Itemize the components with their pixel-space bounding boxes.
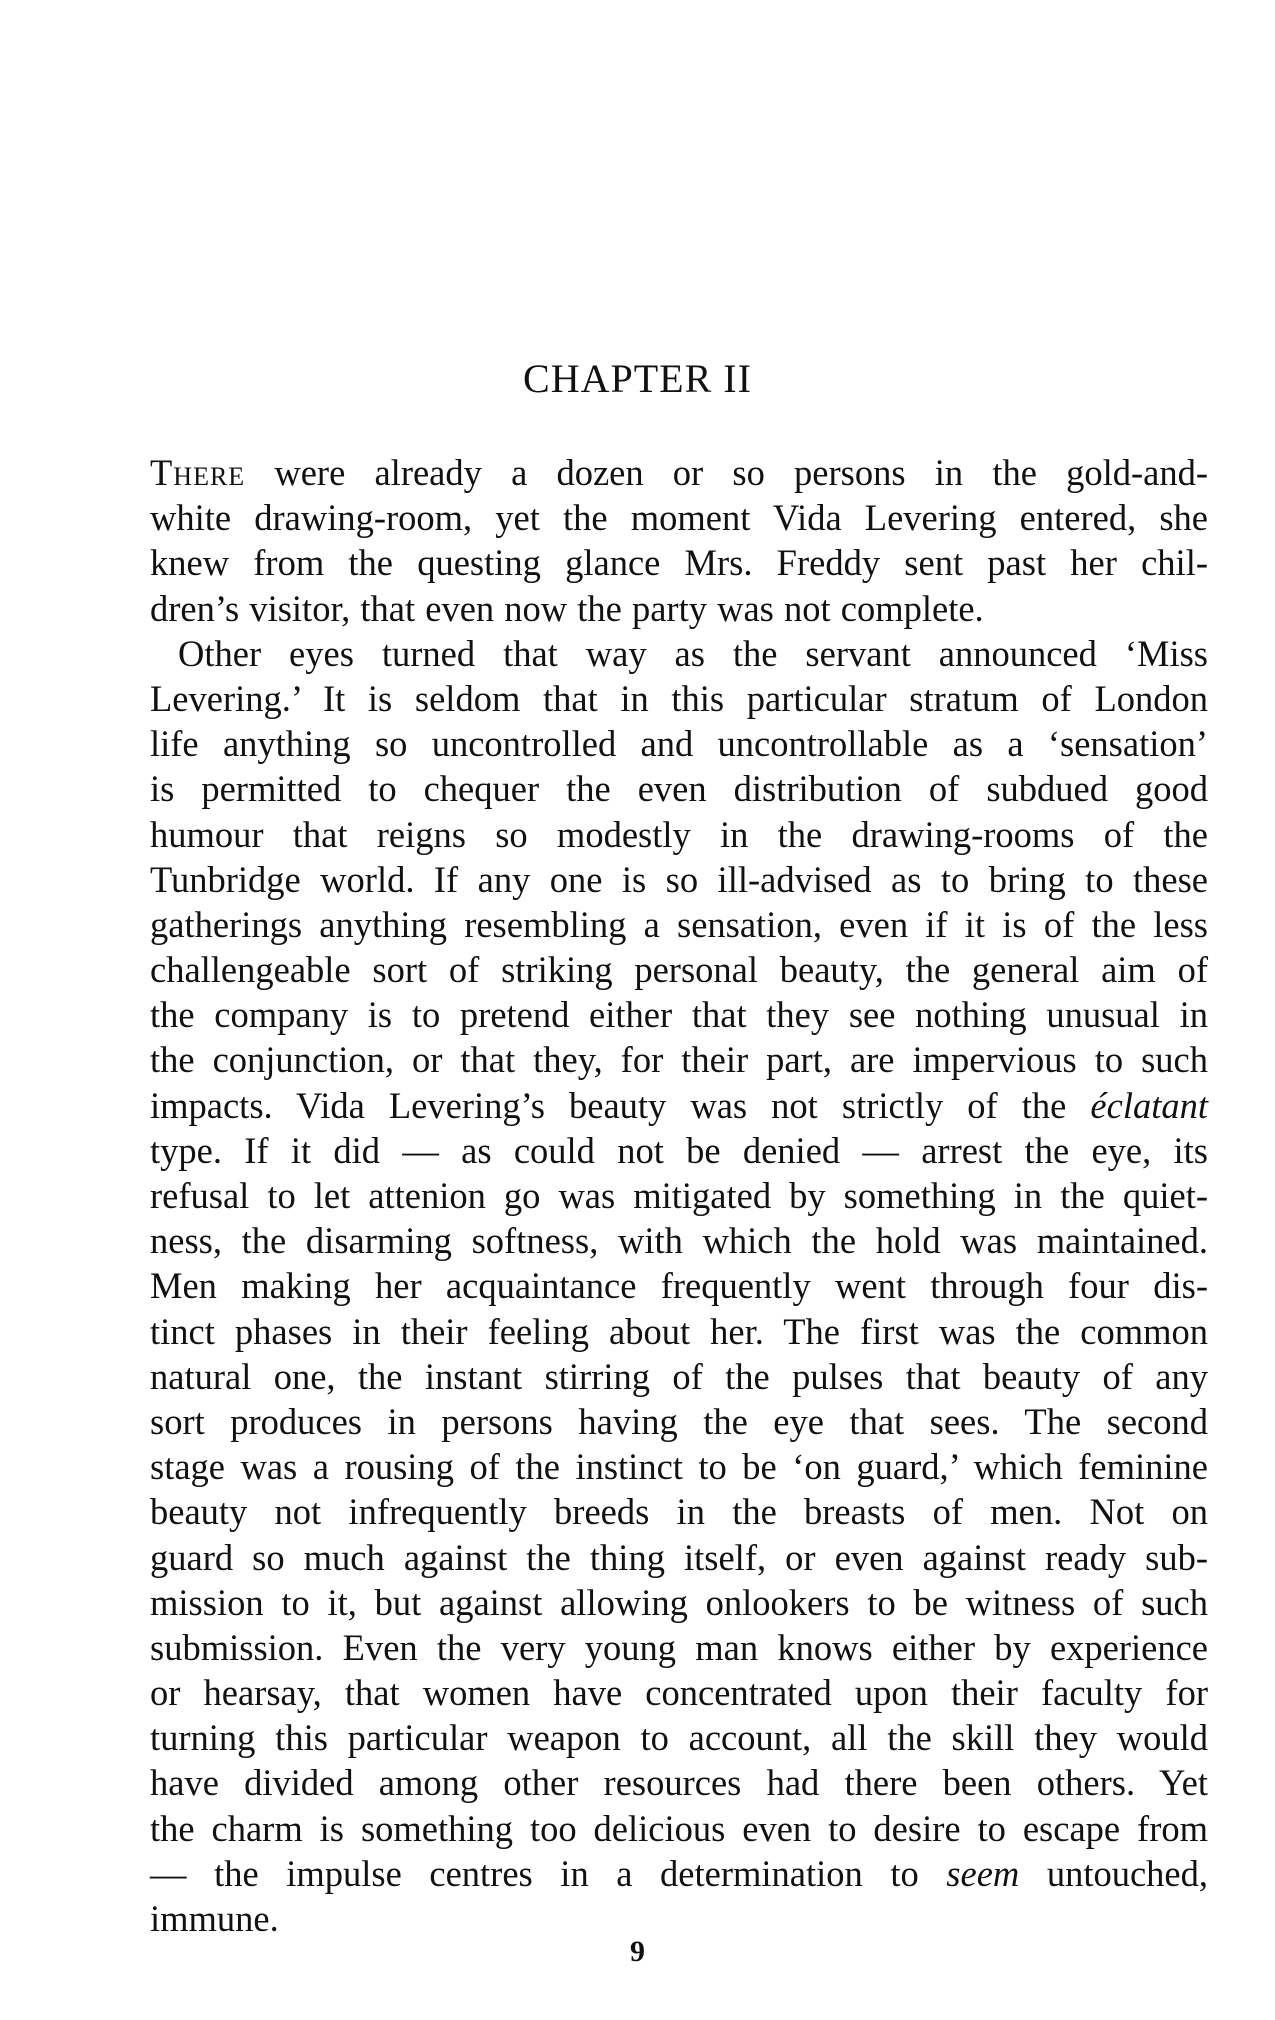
text-line: dren’s visitor, that even now the party was not complete.	[150, 587, 984, 629]
text-line: stage was a rousing of the instinct to be ‘on guard,’ which feminine	[150, 1446, 1208, 1488]
text-line: Tunbridge world. If any one is so ill-advised as to bring to these	[150, 858, 1208, 900]
text-line: or hearsay, that women have concentrated upon their faculty for	[150, 1672, 1208, 1714]
text-line: natural one, the instant stirring of the pulses that beauty of any	[150, 1355, 1208, 1397]
text-line: impacts. Vida Levering’s beauty was not strictly of the éclatant	[150, 1084, 1208, 1126]
text-line: white drawing-room, yet the moment Vida Levering entered, she	[150, 497, 1208, 539]
text-line: refusal to let attenion go was mitigated by something in the quiet-	[150, 1175, 1208, 1216]
text-line: Men making her acquaintance frequently went through four dis-	[150, 1265, 1208, 1307]
text-line: humour that reigns so modestly in the drawing-rooms of the	[150, 813, 1208, 855]
text-line: mission to it, but against allowing onlookers to be witness of such	[150, 1581, 1208, 1623]
chapter-body	[150, 450, 1208, 1941]
text-line: Other eyes turned that way as the servant announced ‘Miss	[178, 632, 1208, 674]
text-line: is permitted to chequer the even distribution of subdued good	[150, 768, 1208, 810]
text-line: Levering.’ It is seldom that in this particular stratum of London	[150, 677, 1208, 719]
text-line: beauty not infrequently breeds in the breasts of men. Not on	[150, 1491, 1208, 1533]
text-line: — the impulse centres in a determination to seem untouched,	[150, 1852, 1209, 1894]
text-line: have divided among other resources had there been others. Yet	[150, 1762, 1208, 1804]
text-line: gatherings anything resembling a sensation, even if it is of the less	[150, 903, 1208, 945]
text-line: sort produces in persons having the eye that sees. The second	[150, 1400, 1208, 1442]
text-line: type. If it did — as could not be denied — arrest the eye, its	[150, 1129, 1208, 1171]
text-line: turning this particular weapon to account, all the skill they would	[150, 1717, 1208, 1759]
text-line: There were already a dozen or so persons in the gold-and-	[150, 452, 1208, 493]
chapter-title: CHAPTER II	[523, 356, 752, 401]
text-line: life anything so uncontrolled and uncontrollable as a ‘sensation’	[150, 723, 1208, 765]
text-line: the company is to pretend either that they see nothing unusual in	[150, 994, 1208, 1036]
text-line: ness, the disarming softness, with which the hold was maintained.	[150, 1220, 1208, 1262]
italic-word: éclatant	[1090, 1084, 1208, 1126]
text-line: tinct phases in their feeling about her. The first was the common	[150, 1310, 1208, 1352]
text-line: immune.	[150, 1898, 279, 1939]
page-number: 9	[630, 1935, 645, 1968]
text-line: challengeable sort of striking personal beauty, the general aim of	[150, 949, 1208, 991]
text-line: guard so much against the thing itself, or even against ready sub-	[150, 1536, 1208, 1578]
text-line: the conjunction, or that they, for their part, are impervious to such	[150, 1039, 1208, 1081]
text-line: knew from the questing glance Mrs. Freddy sent past her chil-	[150, 542, 1208, 584]
text-line: the charm is something too delicious even to desire to escape from	[150, 1807, 1208, 1849]
italic-word: seem	[946, 1852, 1020, 1894]
opening-word: There	[150, 452, 246, 493]
text-line: submission. Even the very young man knows either by experience	[150, 1626, 1208, 1668]
